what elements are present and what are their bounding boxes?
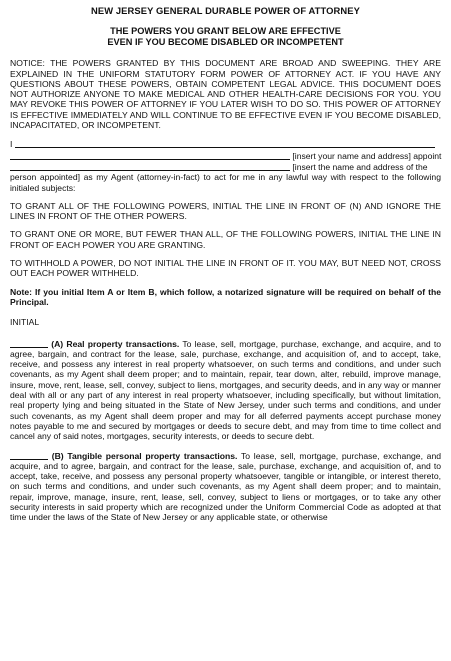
agent-line-row (10, 161, 441, 172)
insert-name-text: [insert your name and address] appoint (292, 150, 442, 161)
initial-label: INITIAL (10, 317, 40, 328)
subtitle-line-1: THE POWERS YOU GRANT BELOW ARE EFFECTIVE (110, 26, 341, 37)
withhold-paragraph: TO WITHHOLD A POWER, DO NOT INITIAL THE LINE IN FRONT OF IT. YOU MAY, BUT NEED NOT, CROSS OUT EACH POWER WITHHELD. (10, 258, 441, 279)
document-title: NEW JERSEY GENERAL DURABLE POWER OF ATTORNEY (90, 5, 360, 16)
principal-line-row (10, 138, 441, 149)
i-label: I (10, 139, 13, 150)
principal-address-row (10, 150, 441, 161)
item-a-paragraph (10, 338, 441, 442)
grant-all-paragraph: TO GRANT ALL OF THE FOLLOWING POWERS, INITIAL THE LINE IN FRONT OF (N) AND IGNORE THE LINES IN FRONT OF THE OTHER POWERS. (10, 200, 441, 222)
agent-continuation: person appointed] as my Agent (attorney-in-fact) to act for me in any lawful way with respect to the following initialed subjects: (10, 172, 441, 193)
item-b-initial-line[interactable] (10, 450, 48, 460)
grant-some-paragraph: TO GRANT ONE OR MORE, BUT FEWER THAN ALL, OF THE FOLLOWING POWERS, INITIAL THE LINE IN FRONT OF EACH POWER YOU ARE GRANTING. (10, 229, 441, 250)
subtitle-line-2: EVEN IF YOU BECOME DISABLED OR INCOMPETENT (107, 37, 344, 48)
item-a-text: To lease, sell, mortgage, purchase, exchange, and acquire, and to agree, bargain, and contract for the lease, sale, purchase, exchange, and acquisition of, and to accept, take, receive, and possess any interest in real property whatsoever, on such terms and conditions, and under such covenants, as my Agent shall deem proper; and to maintain, repair, tear down, alter, rebuild, improve manage, insure, move, rent, lease, sell, convey, subject to liens, mortgages, and security deeds, and in any way or manner deal with all or any part of any interest in real property whatsoever, including specifically, but without limitation, real property lying and being situated in the State of New Jersey, under such terms and conditions, and under such covenants, as my Agent shall deem proper and may for all deferred payments accept purchase money notes payable to me and secured by mortgages or deeds to secure debt, and may from time to time collect and cancel any of said notes, mortgages, security interests, or deeds to secure debt. (10, 338, 442, 442)
notice-paragraph: NOTICE: THE POWERS GRANTED BY THIS DOCUMENT ARE BROAD AND SWEEPING. THEY ARE EXPLAINED IN THE UNIFORM STATUTORY FORM POWER OF ATTORNEY ACT. IF YOU HAVE ANY QUESTIONS ABOUT THESE POWERS, OBTAIN COMPETENT LEGAL ADVICE. THIS DOCUMENT DOES NOT AUTHORIZE ANYONE TO MAKE MEDICAL AND OTHER HEALTH-CARE DECISIONS FOR YOU. YOU MAY REVOKE THIS POWER OF ATTORNEY IF YOU LATER WISH TO DO SO. THIS POWER OF ATTORNEY IS EFFECTIVE IMMEDIATELY AND WILL CONTINUE TO BE EFFECTIVE EVEN IF YOU BECOME DISABLED, INCAPACITATED, OR INCOMPETENT. (10, 58, 441, 131)
item-b-title: (B) Tangible personal property transactions. (51, 450, 238, 461)
agent-name-line[interactable] (10, 161, 290, 171)
principal-name-line[interactable] (15, 138, 435, 148)
item-b-text: To lease, sell, mortgage, purchase, exchange, and acquire, and to agree, bargain, and contract for the lease, sale, purchase, exchange, and acquisition of, and to accept, take, receive, and possess any personal property whatsoever, tangible or intangible, or interest thereto, on such terms and conditions, and under such covenants, as my Agent shall deem proper; and to maintain, repair, improve, manage, insure, rent, lease, sell, convey, subject to liens or mortgages, or to take any other security interests in said property which are recognized under the Uniform Commercial Code as adopted at that time under the laws of the State of New Jersey or any applicable state, or otherwise (10, 450, 442, 523)
principal-address-line[interactable] (10, 150, 290, 160)
document-subtitle (10, 26, 441, 48)
item-a-initial-line[interactable] (10, 338, 48, 348)
item-b-paragraph (10, 450, 441, 523)
insert-agent-text: [insert the name and address of the (292, 161, 428, 172)
principal-agent-section (10, 138, 441, 192)
notarization-note: Note: If you initial Item A or Item B, which follow, a notarized signature will be required on behalf of the Principal. (10, 286, 441, 307)
item-a-title: (A) Real property transactions. (51, 338, 180, 349)
